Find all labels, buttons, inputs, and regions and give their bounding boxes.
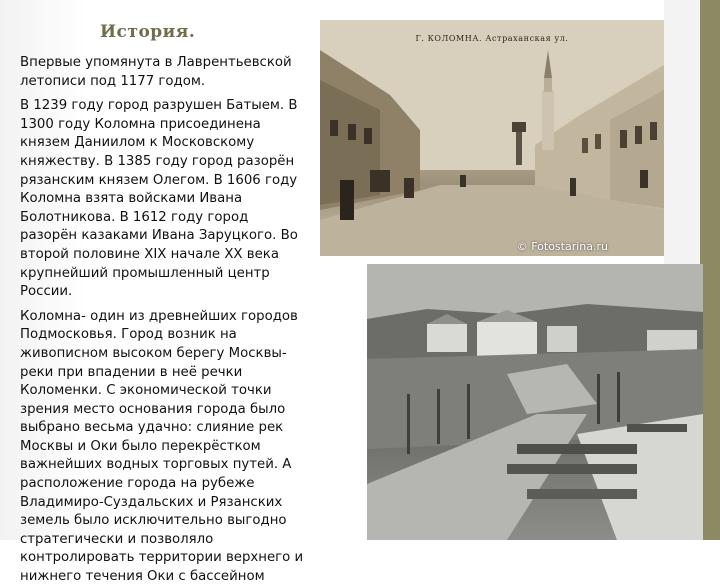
paragraph: Впервые упомянута в Лаврентьевской летописи под 1177 годом. — [20, 55, 292, 89]
photo-caption: Г. КОЛОМНА. Астраханская ул. — [415, 34, 569, 43]
river-photo-illustration — [367, 264, 703, 540]
watermark: © Fotostarina.ru — [516, 240, 608, 253]
accent-bar — [700, 0, 720, 540]
street-photo — [320, 20, 664, 256]
body-text — [20, 54, 306, 585]
street-photo-illustration — [320, 20, 664, 256]
river-photo — [367, 264, 703, 540]
paragraph: В 1239 году город разрушен Батыем. В 1300 году Коломна присоединена князем Даниилом к Московскому княжеству. В 1385 году город разорён рязанским князем Олегом. В 1606 году Коломна взята войсками Ивана Болотникова. В 1612 году город разорён казаками Ивана Заруцкого. Во второй половине XIX начале XX века крупнейший промышленный центр России. — [20, 98, 298, 300]
slide-title: История. — [100, 22, 196, 42]
paragraph: Коломна- один из древнейших городов Подмосковья. Город возник на живописном высоком берегу Москвы-реки при впадении в неё речки Коломенки. С экономической точки зрения место основания города было выбрано весьма удачно: слияние рек Москвы и Оки было перекрёстком важнейших водных торговых путей. А расположение города на рубеже Владимиро-Суздальских и Рязанских земель было исключительно выгодно стратегически и позволяло контролировать территории верхнего и нижнего течения Оки с бассейном — [20, 308, 304, 585]
